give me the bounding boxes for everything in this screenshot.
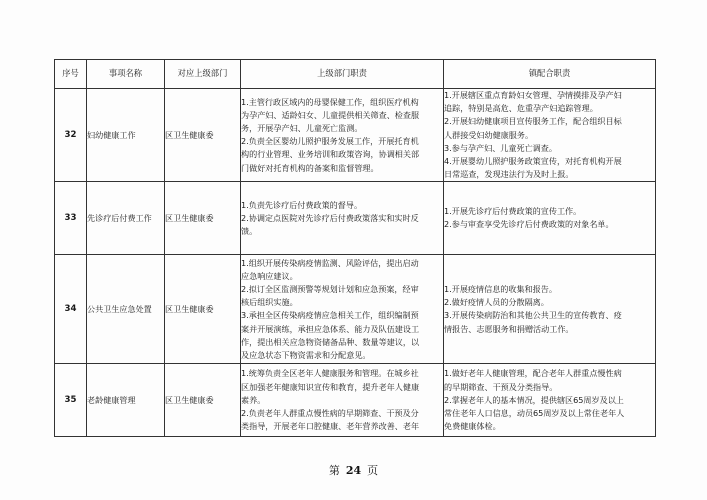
duty-line: 及应急状态下物资需求和分配意见。 — [241, 350, 371, 361]
duty-line: 日常巡查，发现违法行为及时上报。 — [444, 169, 574, 180]
duty-line: 1.开展疫情信息的收集和报告。 — [444, 284, 557, 295]
town-duties-cell — [444, 182, 656, 255]
duty-line: 4.开展婴幼儿照护服务政策宣传，对托育机构开展 — [444, 156, 622, 167]
duties-table — [54, 59, 656, 437]
duty-line: 1.组织开展传染病疫情监测、风险评估，提出启动 — [241, 257, 419, 268]
duty-line: 情报告、志愿服务和捐赠活动工作。 — [444, 323, 574, 334]
duty-line: 1.开展辖区重点育龄妇女管理、孕情摸排及孕产妇 — [444, 90, 622, 100]
header-item-name: 事项名称 — [87, 60, 165, 89]
duty-line: 2.做好疫情人员的分散隔离。 — [444, 297, 549, 308]
header-upper-dept: 对应上级部门 — [165, 60, 241, 89]
duty-line: 2.协调定点医院对先诊疗后付费政策落实和实时反 — [241, 212, 419, 223]
duty-line: 门做好对托育机构的备案和监督管理。 — [241, 162, 379, 173]
duty-line: 2.拟订全区监测预警等规划计划和应急预案，经审 — [241, 284, 419, 295]
table-header-row — [55, 60, 656, 89]
duty-line: 类指导，开展老年口腔健康、老年营养改善、老年 — [241, 421, 420, 432]
duty-line: 免费健康体检。 — [444, 421, 501, 432]
page-suffix: 页 — [367, 464, 379, 477]
duty-line: 2.掌握老年人的基本情况，提供辖区65周岁及以上 — [444, 394, 624, 405]
duty-line: 区加强老年健康知识宣传和教育，提升老年人健康 — [241, 381, 420, 392]
duty-line: 1.主管行政区域内的母婴保健工作，组织医疗机构 — [241, 96, 419, 107]
duty-line: 为孕产妇、适龄妇女、儿童提供相关筛查、检查服 — [241, 109, 420, 120]
duty-line: 应急响应建议。 — [241, 270, 298, 281]
duty-line: 人群接受妇幼健康服务。 — [444, 129, 534, 140]
upper-dept: 区卫生健康委 — [165, 182, 241, 255]
town-duties-cell — [444, 89, 656, 182]
row-number: 33 — [55, 182, 87, 255]
duty-line: 3.承担全区传染病疫情应急相关工作，组织编制预 — [241, 310, 419, 321]
duty-line: 素养。 — [241, 394, 266, 405]
duty-line: 3.开展传染病防治和其他公共卫生的宣传教育、疫 — [444, 310, 622, 321]
duty-line: 1.负责先诊疗后付费政策的督导。 — [241, 199, 363, 210]
duty-line: 2.负责全区婴幼儿照护服务发展工作，开展托育机 — [241, 136, 419, 147]
duty-line: 1.统筹负责全区老年人健康服务和管理。在城乡社 — [241, 368, 419, 379]
upper-duties-cell — [241, 255, 444, 364]
table-row — [55, 89, 656, 182]
duty-line: 馈。 — [241, 226, 258, 237]
duty-line: 2.参与审查享受先诊疗后付费政策的对象名单。 — [444, 219, 614, 230]
town-duties-cell — [444, 364, 656, 437]
duty-line: 核后组织实施。 — [241, 297, 298, 308]
duty-line: 追踪，特别是高危、危重孕产妇追踪管理。 — [444, 103, 598, 114]
duty-line: 2.负责老年人群重点慢性病的早期筛查、干预及分 — [241, 408, 419, 419]
duty-line: 1.做好老年人健康管理，配合老年人群重点慢性病 — [444, 368, 622, 379]
upper-dept: 区卫生健康委 — [165, 364, 241, 437]
page-number: 24 — [345, 464, 362, 477]
item-name: 妇幼健康工作 — [87, 89, 165, 182]
duty-line: 3.参与孕产妇、儿童死亡调查。 — [444, 142, 557, 153]
duty-line: 案并开展演练，承担应急体系、能力及队伍建设工 — [241, 323, 420, 334]
header-seq: 序号 — [55, 60, 87, 89]
upper-duties-cell — [241, 89, 444, 182]
header-town-duties: 镇配合职责 — [444, 60, 656, 89]
duty-line: 1.开展先诊疗后付费政策的宣传工作。 — [444, 206, 582, 217]
upper-dept: 区卫生健康委 — [165, 89, 241, 182]
upper-duties-cell — [241, 364, 444, 437]
duty-line: 构的行业管理、业务培训和政策咨询，协调相关部 — [241, 149, 420, 160]
duty-line: 务，开展孕产妇、儿童死亡监测。 — [241, 123, 363, 133]
upper-dept: 区卫生健康委 — [165, 255, 241, 364]
table-row — [55, 364, 656, 437]
duty-line: 常住老年人口信息，动员65周岁及以上常住老年人 — [444, 408, 625, 419]
item-name: 先诊疗后付费工作 — [87, 182, 165, 255]
row-number: 35 — [55, 364, 87, 437]
town-duties-cell — [444, 255, 656, 364]
table-row — [55, 255, 656, 364]
page-prefix: 第 — [328, 464, 340, 477]
page-number-footer — [0, 462, 707, 478]
row-number: 32 — [55, 89, 87, 182]
table-row — [55, 182, 656, 255]
duty-line: 的早期筛查、干预及分类指导。 — [444, 381, 558, 392]
item-name: 公共卫生应急处置 — [87, 255, 165, 364]
item-name: 老龄健康管理 — [87, 364, 165, 437]
duty-line: 作，提出相关应急物资储备品种、数量等建议，以 — [241, 336, 420, 347]
upper-duties-cell — [241, 182, 444, 255]
header-upper-duties: 上级部门职责 — [241, 60, 444, 89]
duty-line: 2.开展妇幼健康项目宣传服务工作，配合组织目标 — [444, 116, 622, 127]
row-number: 34 — [55, 255, 87, 364]
